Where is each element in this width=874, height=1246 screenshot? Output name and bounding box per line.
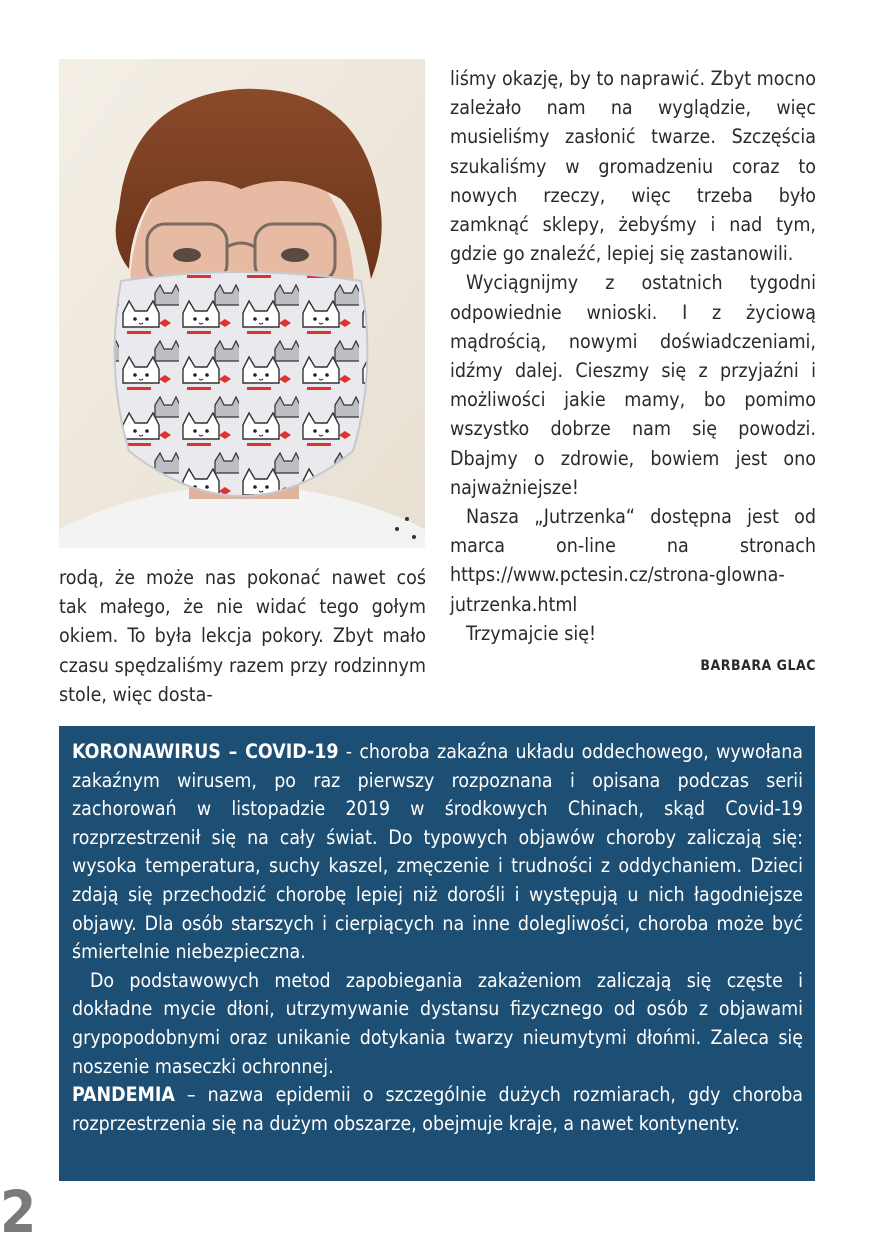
- info-box-covid: [59, 726, 815, 1181]
- info-box-paragraph-2: Do podstawowych metod zapobiegania zakażeniom zaliczają się częste i dokładne mycie dłoni, utrzymywanie dystansu fizycznego od osób z objawami grypopodobnymi oraz unikanie dotykania twarzy nieumytymi dłońmi. Zaleca się noszenie maseczki ochronnej.: [72, 968, 803, 1078]
- right-paragraph-1: liśmy okazję, by to naprawić. Zbyt mocno zależało nam na wyglądzie, więc musieliśmy zasłonić twarze. Szczęścia szukaliśmy w gromadzeniu coraz to nowych rzeczy, więc trzeba było zamknąć sklepy, żebyśmy i nad tym, gdzie go znaleźć, lepiej się zastanowili.: [450, 67, 816, 266]
- woman-wearing-cat-pattern-mask-photo: [59, 59, 425, 548]
- info-box-paragraph-1: [72, 738, 803, 967]
- term-koronawirus: KORONAWIRUS – COVID-19: [72, 740, 339, 763]
- page-number: 2: [0, 1178, 37, 1246]
- definition-koronawirus: - choroba zakaźna układu oddechowego, wywołana zakaźnym wirusem, po raz pierwszy rozpoznana i opisana podczas serii zachorowań w listopadzie 2019 w środkowych Chinach, skąd Covid-19 rozprzestrzenił się na cały świat. Do typowych objawów choroby zaliczają się: wysoka temperatura, suchy kaszel, zmęczenie i trudności z oddychaniem. Dzieci zdają się przechodzić chorobę lepiej niż dorośli i występują u nich łagodniejsze objawy. Dla osób starszych i cierpiących na inne dolegliwości, choroba może być śmiertelnie niebezpieczna.: [72, 740, 803, 964]
- term-pandemia: PANDEMIA: [72, 1083, 175, 1107]
- photo-woman-in-mask: [59, 59, 425, 548]
- definition-pandemia: – nazwa epidemii o szczególnie dużych rozmiarach, gdy choroba rozprzestrzenia się na dużym obszarze, obejmuje kraje, a nawet kontynenty.: [72, 1083, 803, 1135]
- left-column: [59, 563, 426, 709]
- right-paragraph-3: Nasza „Jutrzenka“ dostępna jest od marca on-line na stronach https://www.pctesin.cz/strona-glowna-jutrzenka.html: [450, 505, 816, 616]
- right-paragraph-2: Wyciągnijmy z ostatnich tygodni odpowiednie wnioski. I z życiową mądrością, nowymi doświadczeniami, idźmy dalej. Cieszmy się z przyjaźni i możliwości jakie mamy, bo pomimo wszystko dobrze nam się powodzi. Dbajmy o zdrowie, bowiem jest ono najważniejsze!: [450, 271, 816, 499]
- info-box-paragraph-3: [72, 1081, 803, 1138]
- right-column: [450, 64, 816, 681]
- author-signature: BARBARA GLAC: [700, 658, 816, 675]
- right-paragraph-4: Trzymajcie się!: [466, 621, 597, 645]
- left-paragraph-1: rodą, że może nas pokonać nawet coś tak małego, że nie widać tego gołym okiem. To była lekcja pokory. Zbyt mało czasu spędzaliśmy razem przy rodzinnym stole, więc dosta-: [59, 566, 426, 706]
